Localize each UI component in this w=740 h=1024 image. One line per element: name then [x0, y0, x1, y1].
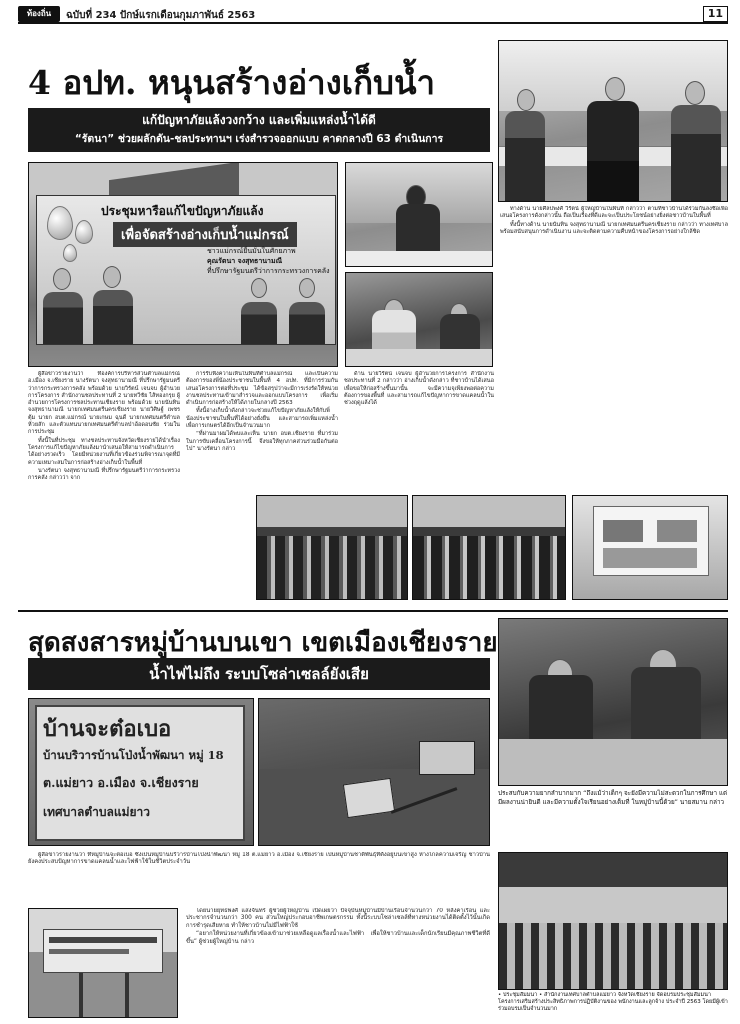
billboard	[36, 195, 336, 345]
presentation-photo	[572, 495, 728, 600]
seminar-caption: • ประชุมสัมมนา • สำนักงานเทศบาลตำบลแม่ยาว จังหวัดเชียงราย จัดอบรมประชุมสัมมนา โครงการเสริมสร้างประสิทธิภาพการปฏิบัติงานของ พนักงานและลูกจ้าง ประจำปี 2563 โดยมีผู้เข้าร่วมอบรมเป็นจำนวนมาก	[498, 992, 728, 1012]
story2-para: ผู้สื่อข่าวรายงานว่า ที่หมู่บ้านจะต๋อเบอ ซึ่งเป็นหมู่บ้านบริวารบ้านโป่งน้ำพัฒนา หมู่ 18 ต.แม่ยาว อ.เมือง จ.เชียงราย เป็นหมู่บ้านชาติพันธุ์ที่ตั้งอยู่บนเขาสูง ห่างไกลความเจริญ ชาวบ้านยังคงประสบปัญหาการขาดแคลนน้ำและไฟฟ้าใช้ในชีวิตประจำวัน	[28, 852, 490, 866]
billboard-line-4: คุณรัตนา จงสุทธานามณี	[207, 257, 283, 265]
story1-col3-para: ด้าน นายวิรัตน์ เจนจบ ผู้อำนวยการโครงการ สำนักงานชลประทานที่ 2 กล่าวว่า อ่างเก็บน้ำดังกล่าว ที่ชาวบ้านได้เสนอเพื่อขอให้ก่อสร้างขึ้นมานั้น จะมีความจุเพียงพอต่อความต้องการของพื้นที่ และสามารถแก้ไขปัญหาการขาดแคลนน้ำในช่วงฤดูแล้งได้	[344, 371, 494, 407]
audience-photo-2	[412, 495, 566, 600]
story1-col2-para: “ที่ผ่านมาผมได้พบและเห็น นายก อบต.เชียงราย ที่มาร่วมในการขับเคลื่อนโครงการนี้ จึงขอให้ทุกภาคส่วนร่วมมือกันต่อไป” นางรัตนา กล่าว	[186, 431, 338, 452]
story2-right-caption: ประสบกับความยากลำบากมาก “ถึงแม้ว่าเด็กๆ จะยังมีความไม่สะดวกในการศึกษา แต่มีผลงานน่ายินดี และมีความตั้งใจเรียนอย่างเต็มที่ ในหมู่บ้านนี้ด้วย” นายสมาน กล่าว	[498, 790, 728, 806]
billboard-line-5: ที่ปรึกษารัฐมนตรีว่าการกระทรวงการคลัง	[207, 267, 330, 275]
story1-column-2	[186, 371, 338, 491]
newspaper-logo: ท้องถิ่น	[18, 6, 60, 22]
billboard-line-2: เพื่อจัดสร้างอ่างเก็บน้ำแม่กรณ์	[113, 222, 297, 247]
sign-line-4: เทศบาลตำบลแม่ยาว	[43, 805, 150, 819]
story2-para: โดยนายยุทธพงศ์ แสงจันทร์ ผู้ช่วยผู้ใหญ่บ้าน เปิดเผยว่า ปัจจุบันหมู่บ้านมีบ้านเรือนจำนวนกว่า 70 หลังคาเรือน และประชากรจำนวนกว่า 300 คน ส่วนใหญ่ประกอบอาชีพเกษตรกรรม ทั้งนี้ระบบโซล่าเซลล์ที่ทางหน่วยงานได้ติดตั้งไว้นั้นเกิดการชำรุดเสียหาย ทำให้ชาวบ้านไม่มีไฟฟ้าใช้	[186, 908, 490, 929]
sign-line-2: บ้านบริวารบ้านโป่งน้ำพัฒนา หมู่ 18	[43, 748, 224, 762]
story1-col1-para: นางรัตนา จงสุทธานามณี ที่ปรึกษารัฐมนตรีว่าการกระทรวงการคลัง กล่าวว่า จาก	[28, 467, 180, 482]
story1-col1-para: ทั้งนี้ในที่ประชุม ทางชลประทานจังหวัดเชียงรายได้นำเรื่องโครงการแก้ไขปัญหาภัยแล้งมานำเสนอให้สามารถดำเนินการได้อย่างรวดเร็ว โดยมีหน่วยงานที่เกี่ยวข้องร่วมพิจารณาจุดที่มีความเหมาะสมในการก่อสร้างอ่างเก็บน้ำในพื้นที่	[28, 437, 180, 466]
section-divider	[18, 610, 728, 612]
page-number: 11	[703, 6, 728, 22]
sign-line-3: ต.แม่ยาว อ.เมือง จ.เชียงราย	[43, 775, 199, 790]
story2-intro	[28, 852, 490, 904]
seminar-photo	[498, 852, 728, 990]
story1-subheadline-1: แก้ปัญหาภัยแล้งวงกว้าง และเพิ่มแหล่งน้ำได้ดี	[142, 113, 376, 127]
school-sign-photo	[28, 908, 178, 1018]
story1-column-2b	[344, 371, 494, 491]
children-studying-photo	[498, 618, 728, 786]
story1-column-1	[28, 371, 180, 601]
billboard-line-1: ประชุมหารือแก้ไขปัญหาภัยแล้ง	[101, 204, 264, 218]
story2-body	[186, 908, 490, 1020]
story1-col3-para: ทางด้าน นายศิลปพงศ์ วิรัตน์ ผู้ใหญ่บ้านในพื้นที่ กล่าวว่า ตามที่ชาวบ้านได้ร่วมกันลงชื่อเพื่อเสนอโครงการดังกล่าวนั้น ถือเป็นเรื่องที่ดีและจะเป็นประโยชน์อย่างยิ่งต่อชาวบ้านในพื้นที่	[500, 206, 728, 220]
story1-col3-para: ทั้งนี้ทางด้าน นายนันทิน จงสุทธานามณี นายกเทศมนตรีนครเชียงราย กล่าวว่า ทางเทศบาลพร้อมสนับสนุนการดำเนินงาน และจะติดตามความคืบหน้าของโครงการอย่างใกล้ชิด	[500, 221, 728, 235]
sign-line-1: บ้านจะต๋อเบอ	[43, 716, 172, 742]
story1-headline: 4 อปท. หนุนสร้างอ่างเก็บน้ำ	[28, 63, 436, 102]
story1-subheadline-bar	[28, 108, 490, 152]
speaker-photo-2	[345, 272, 493, 367]
story1-col2-para: ทั้งนี้อ่างเก็บน้ำดังกล่าวจะช่วยแก้ไขปัญหาภัยแล้งให้กับพี่น้องประชาชนในพื้นที่ได้อย่างยั่งยืน และสามารถเพิ่มแหล่งน้ำเพื่อการเกษตรได้อีกเป็นจำนวนมาก	[186, 408, 338, 430]
story2-headline: สุดสงสารหมู่บ้านบนเขา เขตเมืองเชียงราย	[28, 628, 498, 658]
story1-subheadline-2: “รัตนา” ช่วยผลักดัน-ชลประทานฯ เร่งสำรวจออกแบบ คาดกลางปี 63 ดำเนินการ	[74, 133, 444, 145]
story1-col2-para: การรับฟังความเห็นในพื้นที่ตำบลแม่กรณ์ และเป็นความต้องการของพี่น้องประชาชนในพื้นที่ 4 อปท. ที่มีการร่วมกันเสนอโครงการต่อที่ประชุม ได้ข้อสรุปว่าจะมีการเร่งรัดให้หน่วยงานชลประทานเข้ามาสำรวจและออกแบบโครงการ เพื่อเริ่มดำเนินการก่อสร้างให้ได้ภายในกลางปี 2563	[186, 371, 338, 407]
issue-info: ฉบับที่ 234 ปักษ์แรกเดือนกุมภาพันธ์ 2563	[66, 10, 256, 21]
page-header	[18, 6, 728, 24]
broken-solar-equipment-photo	[258, 698, 490, 846]
meeting-photo-top-right	[498, 40, 728, 202]
story2-subheadline: น้ำไฟไม่ถึง ระบบโซล่าเซลล์ยังเสีย	[28, 658, 490, 690]
village-sign	[35, 705, 245, 841]
speaker-photo-1	[345, 162, 493, 267]
billboard-line-3: ชาวแม่กรณ์ยื่นมั่นในศักยภาพ	[207, 247, 296, 255]
audience-photo-1	[256, 495, 408, 600]
story1-col1-para: ผู้สื่อข่าวรายงานว่า ที่องค์การบริหารส่วนตำบลแม่กรณ์ อ.เมือง จ.เชียงราย นางรัตนา จงสุทธานามณี ที่ปรึกษารัฐมนตรีว่าการกระทรวงการคลัง พร้อมด้วย นายวิรัตน์ เจนจบ ผู้อำนวยการโครงการ สำนักงานชลประทานที่ 2 นายทวีชัย ไส้ทองกรุย ผู้อำนวยการโครงการชลประทานเชียงราย พร้อมด้วย นายนันทิน จงสุทธานามณี นายกเทศมนตรีนครเชียงราย นายวิศิษฐ์ เพชรตุ้ม นายก อบต.แม่กรณ์ นายเกษม ฉุนดี นายกเทศมนตรีตำบลห้วยสัก และตัวแทนนายกเทศมนตรีตำบลป่าอ้อดอนชัย ร่วมในการประชุม	[28, 371, 180, 436]
story2-para: “อยากให้หน่วยงานที่เกี่ยวข้องเข้ามาช่วยเหลือดูแลเรื่องน้ำและไฟฟ้า เพื่อให้ชาวบ้านและเด็กนักเรียนมีคุณภาพชีวิตที่ดีขึ้น” ผู้ช่วยผู้ใหญ่บ้าน กล่าว	[186, 931, 490, 945]
story1-column-3	[500, 206, 728, 491]
village-sign-photo	[28, 698, 254, 846]
